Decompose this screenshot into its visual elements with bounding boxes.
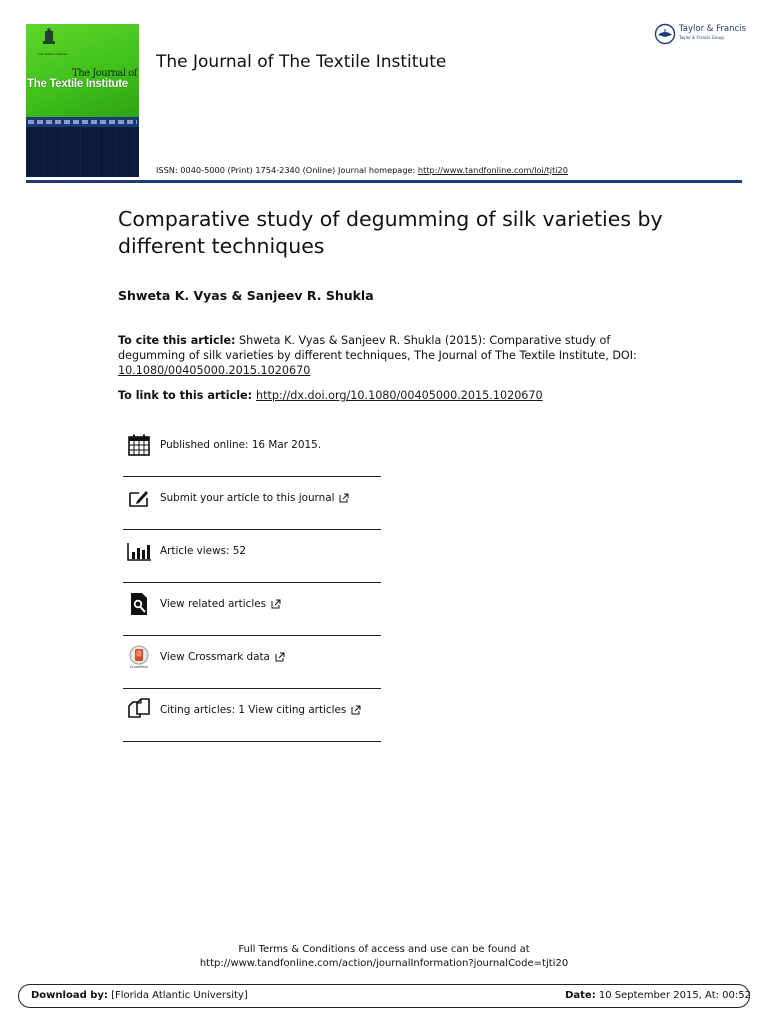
submit-article-label[interactable]: Submit your article to this journal [160, 492, 349, 504]
external-link-icon [351, 705, 361, 715]
journal-cover [26, 24, 139, 177]
download-date [565, 990, 751, 1001]
link-block [118, 389, 648, 402]
publisher-name: Taylor & Francis [679, 24, 746, 34]
citing-articles-label[interactable]: Citing articles: 1 View citing articles [160, 704, 361, 716]
institute-crest-icon [36, 28, 62, 50]
edit-icon [127, 486, 151, 510]
article-authors: Shweta K. Vyas & Sanjeev R. Shukla [118, 288, 374, 303]
cover-small-text: The Textile Institute [38, 52, 68, 56]
terms-conditions [0, 943, 768, 971]
citation-block [118, 333, 648, 378]
cover-line1: The Journal of [72, 68, 137, 79]
cite-doi-link[interactable]: 10.1080/00405000.2015.1020670 [118, 364, 311, 377]
date-value: 10 September 2015, At: 00:52 [595, 990, 751, 1001]
external-link-icon [339, 493, 349, 503]
terms-url[interactable]: http://www.tandfonline.com/action/journalInformation?journalCode=tjti20 [199, 958, 569, 969]
issn-line [156, 165, 568, 175]
article-info-list [123, 424, 381, 742]
cite-label: To cite this article: [118, 334, 236, 347]
calendar-icon [127, 433, 151, 457]
cover-line2: The Textile Institute [27, 78, 128, 90]
cite-text: Shweta K. Vyas & Sanjeev R. Shukla (2015): Comparative study of degumming of silk varieties by different techniques, The Journal of The Textile Institute, DOI: [118, 334, 637, 362]
download-value: [Florida Atlantic University] [107, 990, 248, 1001]
cover-strip-lines [28, 120, 137, 124]
download-by [31, 990, 248, 1001]
publisher-group: Taylor & Francis Group [679, 35, 724, 40]
download-bar [18, 984, 750, 1008]
publisher-logo[interactable] [654, 22, 750, 48]
cover-navy-panel [26, 127, 139, 177]
citing-articles-row[interactable] [123, 689, 381, 742]
published-online-label: Published online: 16 Mar 2015. [160, 439, 322, 451]
external-link-icon [275, 652, 285, 662]
journal-title: The Journal of The Textile Institute [156, 52, 447, 72]
crossmark-label[interactable]: View Crossmark data [160, 651, 285, 663]
crossmark-icon [127, 645, 151, 669]
related-articles-label[interactable]: View related articles [160, 598, 281, 610]
published-online-row [123, 424, 381, 477]
download-label: Download by: [31, 990, 108, 1001]
journal-homepage-link[interactable]: http://www.tandfonline.com/loi/tjti20 [417, 165, 568, 175]
submit-article-row[interactable] [123, 477, 381, 530]
crossmark-row[interactable] [123, 636, 381, 689]
related-articles-row[interactable] [123, 583, 381, 636]
svg-text:CrossMark: CrossMark [129, 665, 149, 669]
header-divider [26, 180, 742, 183]
search-document-icon [127, 592, 151, 616]
date-label: Date: [565, 990, 596, 1001]
article-views-label: Article views: 52 [160, 545, 247, 557]
issn-text: ISSN: 0040-5000 (Print) 1754-2340 (Online) Journal homepage: [156, 165, 418, 175]
article-doi-link[interactable]: http://dx.doi.org/10.1080/00405000.2015.1020670 [256, 389, 543, 402]
bar-chart-icon [127, 539, 151, 563]
terms-line-1: Full Terms & Conditions of access and use can be found at [238, 944, 530, 955]
external-link-icon [271, 599, 281, 609]
article-views-row [123, 530, 381, 583]
taylor-francis-logo-icon [654, 23, 676, 45]
link-label: To link to this article: [118, 389, 256, 402]
article-title: Comparative study of degumming of silk varieties by different techniques [118, 207, 663, 258]
citing-articles-icon [127, 698, 151, 722]
